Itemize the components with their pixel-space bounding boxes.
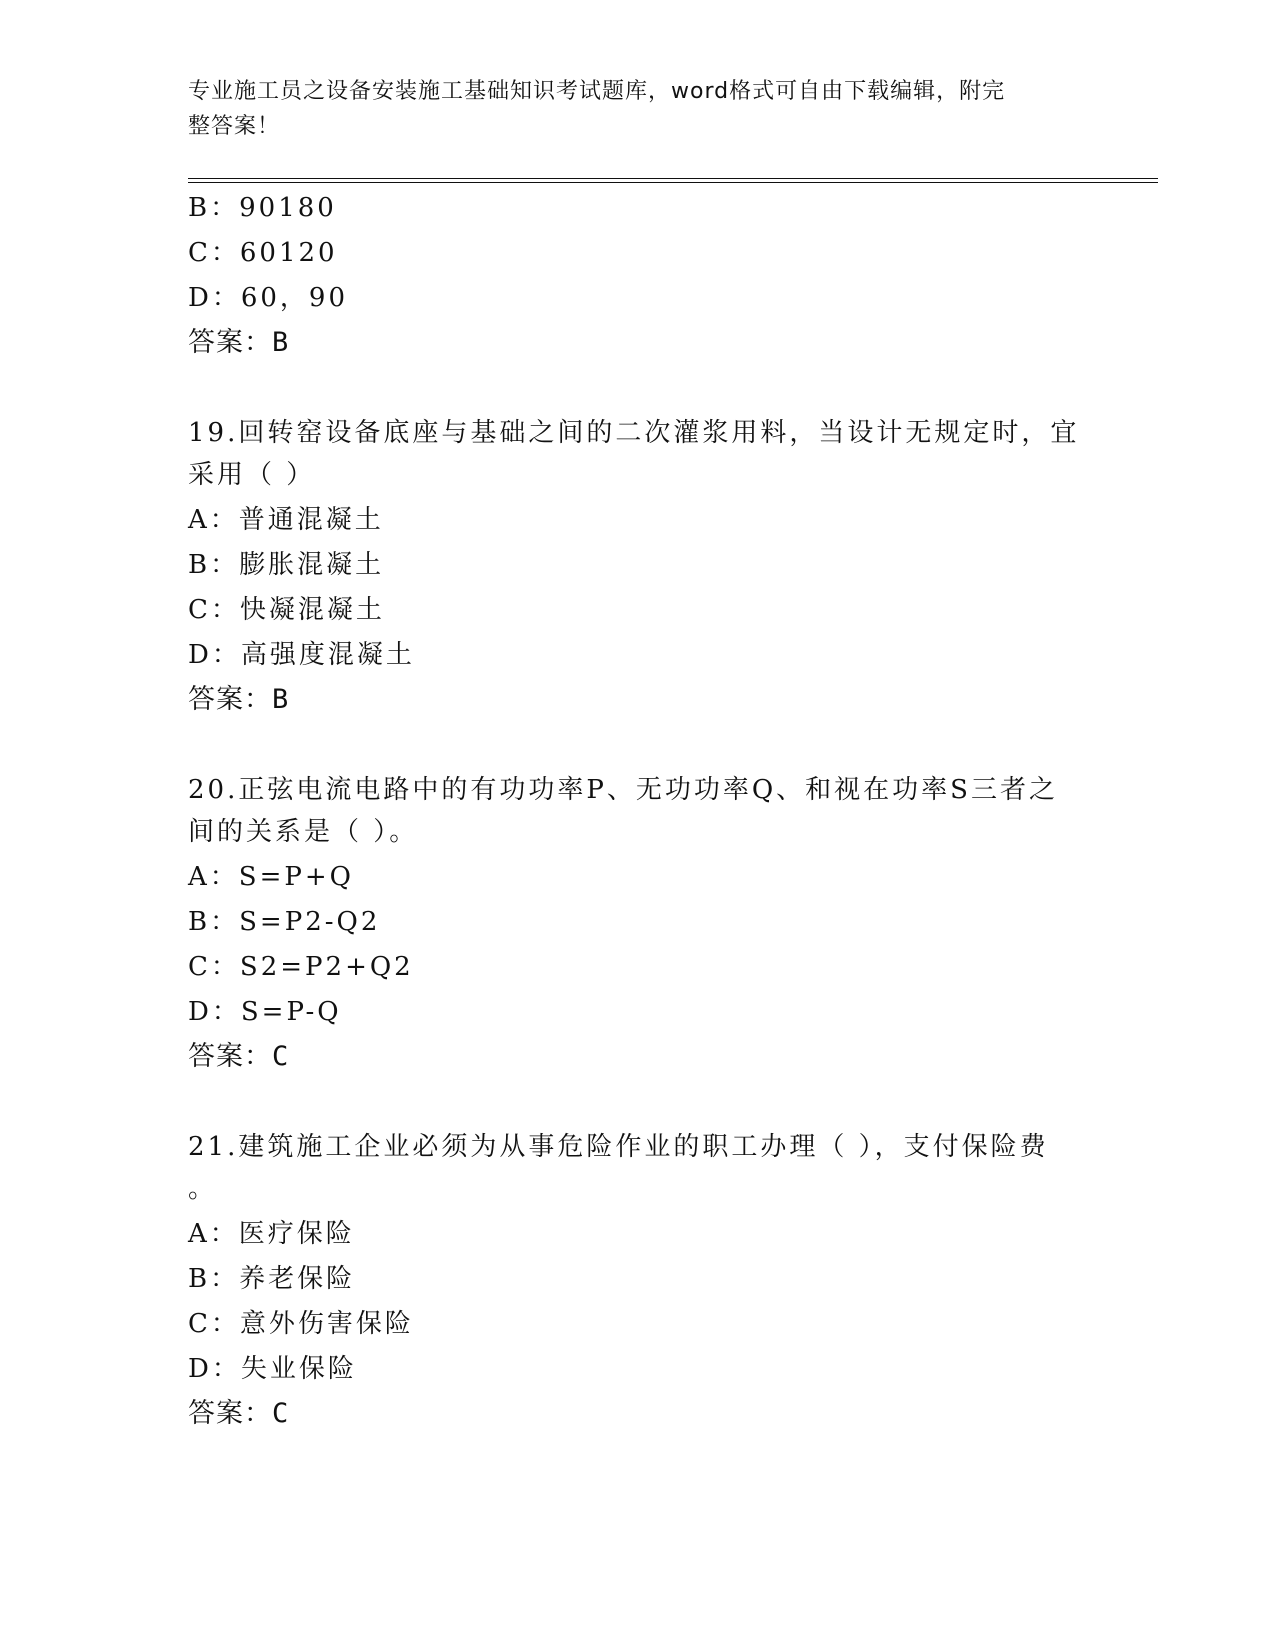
option-c: C：S2=P2+Q2 [188,952,414,982]
option-d: D：高强度混凝土 [188,640,415,670]
option-a: A：S=P+Q [188,862,354,892]
header-line-1: 专业施工员之设备安装施工基础知识考试题库，word格式可自由下载编辑，附完 [188,79,1006,104]
option-a: A：医疗保险 [188,1219,355,1249]
answer-line [188,1398,289,1430]
document-header [188,74,1068,144]
answer-line [188,1041,289,1073]
option-c: C：60120 [188,238,338,268]
answer-label: 答案： [188,1398,272,1429]
question-stem-line-1: 19.回转窑设备底座与基础之间的二次灌浆用料，当设计无规定时，宜 [188,418,1080,448]
option-b: B：S=P2-Q2 [188,907,381,937]
option-a: A：普通混凝土 [188,505,384,535]
answer-line [188,327,289,359]
answer-value: C [272,1398,290,1429]
option-d: D：失业保险 [188,1354,357,1384]
answer-value: B [272,327,290,358]
answer-label: 答案： [188,327,272,358]
question-stem-line-2: 间的关系是（ ）。 [188,817,419,847]
header-divider-top [188,178,1158,179]
answer-line [188,684,289,716]
option-c: C：意外伤害保险 [188,1309,414,1339]
option-b: B：90180 [188,193,337,223]
answer-value: C [272,1041,290,1072]
answer-label: 答案： [188,684,272,715]
option-d: D：S=P-Q [188,997,342,1027]
question-stem-line-1: 21.建筑施工企业必须为从事危险作业的职工办理（ ），支付保险费 [188,1132,1049,1162]
option-d: D：60，90 [188,283,349,313]
option-b: B：养老保险 [188,1264,356,1294]
question-stem-line-2: 。 [188,1174,218,1204]
option-c: C：快凝混凝土 [188,595,385,625]
header-line-2: 整答案！ [188,114,281,139]
question-stem-line-2: 采用（ ） [188,460,316,490]
answer-value: B [272,684,290,715]
answer-label: 答案： [188,1041,272,1072]
question-stem-line-1: 20.正弦电流电路中的有功功率P、无功功率Q、和视在功率S三者之 [188,775,1058,805]
header-divider-bottom [188,182,1158,183]
option-b: B：膨胀混凝土 [188,550,385,580]
